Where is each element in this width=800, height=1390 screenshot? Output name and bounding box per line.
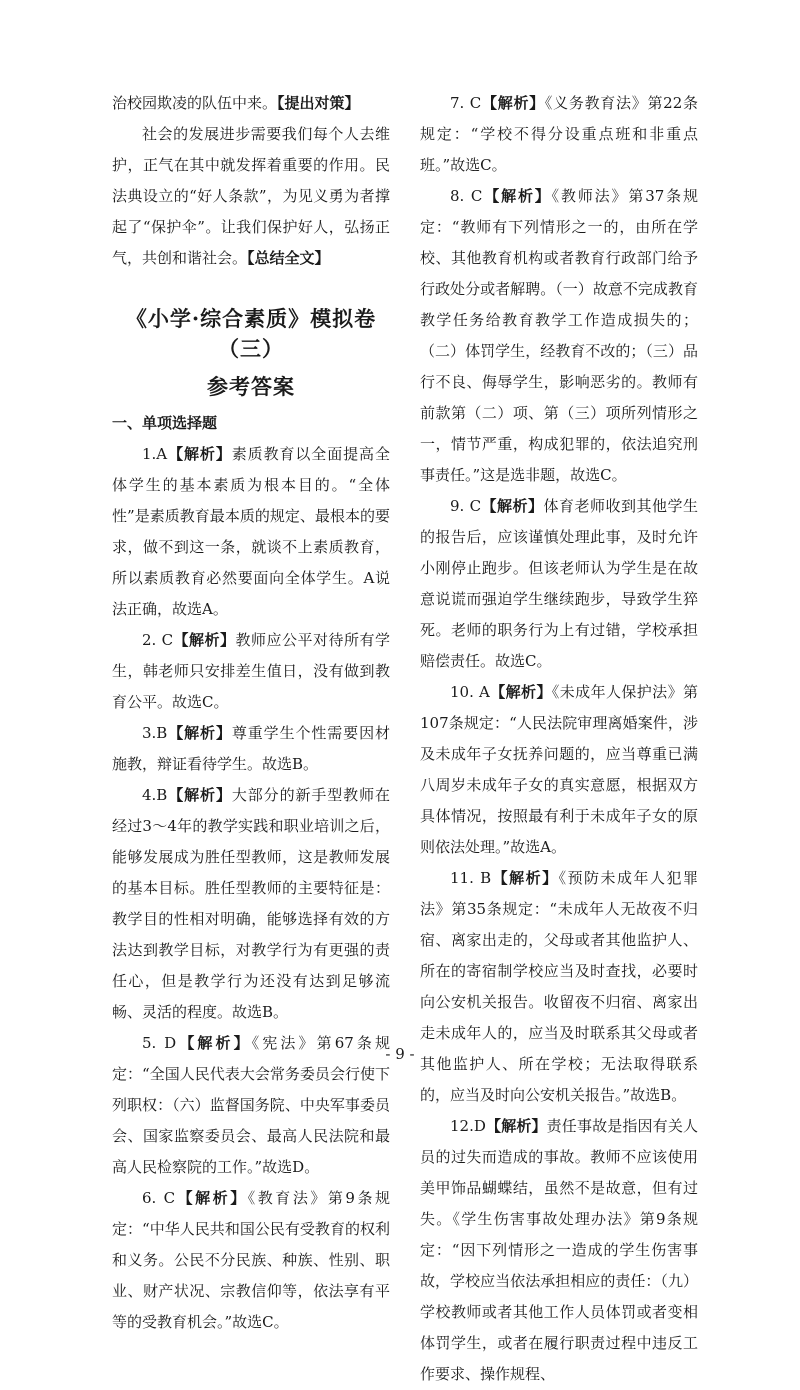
answer-text: 《未成年人保护法》第107条规定：“人民法院审理离婚案件，涉及未成年子女抚养问题的，应当尊重已满八周岁未成年子女的真实意愿，根据双方具体情况，按照最有利于未成年子女的原则依法处理。”故选A。 [420, 683, 698, 856]
analysis-tag: 【解析】 [176, 1034, 252, 1052]
conclusion-tag: 【总结全文】 [247, 249, 330, 267]
answer-number: 8. C [450, 187, 483, 205]
conclusion-text: 社会的发展进步需要我们每个人去维护，正气在其中就发挥着重要的作用。民法典设立的“好人条款”，为见义勇为者撑起了“保护伞”。让我们保护好人，弘扬正气，共创和谐社会。 [112, 125, 390, 267]
analysis-tag: 【解析】 [481, 497, 544, 515]
analysis-tag: 【解析】 [167, 445, 232, 463]
answer-number: 6. C [142, 1189, 176, 1207]
analysis-tag: 【解析】 [167, 786, 232, 804]
section-heading: 一、单项选择题 [112, 414, 218, 432]
intro-tag: 【提出对策】 [277, 94, 360, 112]
answer-item [112, 718, 390, 780]
answer-number: 1.A [142, 445, 168, 463]
analysis-tag: 【解析】 [491, 869, 559, 887]
answer-item [420, 1111, 698, 1390]
answer-item [420, 491, 698, 677]
answer-item [112, 625, 390, 718]
answer-number: 12.D [450, 1117, 486, 1135]
answer-item [420, 181, 698, 491]
left-column [112, 88, 390, 1338]
answer-item [420, 863, 698, 1111]
answer-text: 《教育法》第9条规定：“中华人民共和国公民有受教育的权利和义务。公民不分民族、种族、性别、职业、财产状况、宗教信仰等，依法享有平等的受教育机会。”故选C。 [112, 1189, 390, 1331]
answer-text: 大部分的新手型教师在经过3～4年的教学实践和职业培训之后，能够发展成为胜任型教师，这是教师发展的基本目标。胜任型教师的主要特征是：教学目的性相对明确，能够选择有效的方法达到教学目标，对教学行为有更强的责任心，但是教学行为还没有达到足够流畅、灵活的程度。故选B。 [112, 786, 390, 1021]
answer-number: 11. B [450, 869, 492, 887]
intro-paragraph [112, 88, 390, 119]
answer-item [420, 677, 698, 863]
answer-text: 《预防未成年人犯罪法》第35条规定：“未成年人无故夜不归宿、离家出走的，父母或者其他监护人、所在的寄宿制学校应当及时查找，必要时向公安机关报告。收留夜不归宿、离家出走未成年人的，应当及时联系其父母或者其他监护人、所在学校；无法取得联系的，应当及时向公安机关报告。”故选B。 [420, 869, 698, 1104]
answer-title: 参考答案 [207, 374, 295, 399]
answer-number: 4.B [142, 786, 168, 804]
answer-text: 《教师法》第37条规定：“教师有下列情形之一的，由所在学校、其他教育机构或者教育行政部门给予行政处分或者解聘。（一）故意不完成教育教学任务给教育教学工作造成损失的；（二）体罚学生，经教育不改的；（三）品行不良、侮辱学生，影响恶劣的。教师有前款第（二）项、第（三）项所列情形之一，情节严重，构成犯罪的，依法追究刑事责任。”这是选非题，故选C。 [420, 187, 698, 484]
right-answer-list [420, 88, 698, 1390]
analysis-tag: 【解析】 [482, 187, 552, 205]
answer-text: 素质教育以全面提高全体学生的基本素质为根本目的。“全体性”是素质教育最本质的规定、最根本的要求，做不到这一条，就谈不上素质教育，所以素质教育必然要面向全体学生。A说法正确，故选A。 [112, 445, 390, 618]
answer-item [420, 88, 698, 181]
right-column [420, 88, 698, 1390]
exam-title: 《小学·综合素质》模拟卷（三） [125, 306, 377, 361]
answer-text: 责任事故是指因有关人员的过失而造成的事故。教师不应该使用美甲饰品蝴蝶结，虽然不是故意，但有过失。《学生伤害事故处理办法》第9条规定：“因下列情形之一造成的学生伤害事故，学校应当依法承担相应的责任：（九）学校教师或者其他工作人员体罚或者变相体罚学生，或者在履行职责过程中违反工作要求、操作规程、 [420, 1117, 698, 1383]
answer-number: 7. C [450, 94, 482, 112]
answer-item [112, 439, 390, 625]
answer-text: 《义务教育法》第22条规定：“学校不得分设重点班和非重点班。”故选C。 [420, 94, 698, 174]
answer-text: 尊重学生个性需要因材施教，辩证看待学生。故选B。 [112, 724, 390, 773]
answer-number: 2. C [142, 631, 174, 649]
answer-text: 教师应公平对待所有学生，韩老师只安排差生值日，没有做到教育公平。故选C。 [112, 631, 390, 711]
analysis-tag: 【解析】 [173, 631, 236, 649]
analysis-tag: 【解析】 [167, 724, 232, 742]
analysis-tag: 【解析】 [481, 94, 545, 112]
analysis-tag: 【解析】 [489, 683, 552, 701]
answer-item [112, 1183, 390, 1338]
analysis-tag: 【解析】 [485, 1117, 547, 1135]
answer-text: 体育老师收到其他学生的报告后，应该谨慎处理此事，及时允许小刚停止跑步。但该老师认为学生是在故意说谎而强迫学生继续跑步，导致学生猝死。老师的职务行为上有过错，学校承担赔偿责任。故选C。 [420, 497, 698, 670]
conclusion-paragraph [112, 119, 390, 274]
answer-number: 9. C [450, 497, 482, 515]
answer-number: 3.B [142, 724, 168, 742]
left-answer-list [112, 439, 390, 1338]
answer-text: 《宪法》第67条规定：“全国人民代表大会常务委员会行使下列职权：（六）监督国务院、中央军事委员会、国家监察委员会、最高人民法院和最高人民检察院的工作。”故选D。 [112, 1034, 390, 1176]
answer-number: 5. D [142, 1034, 177, 1052]
answer-number: 10. A [450, 683, 490, 701]
answer-item [112, 780, 390, 1028]
analysis-tag: 【解析】 [175, 1189, 248, 1207]
page-number: - 9 - [385, 1045, 415, 1063]
intro-text: 治校园欺凌的队伍中来。 [112, 94, 278, 112]
